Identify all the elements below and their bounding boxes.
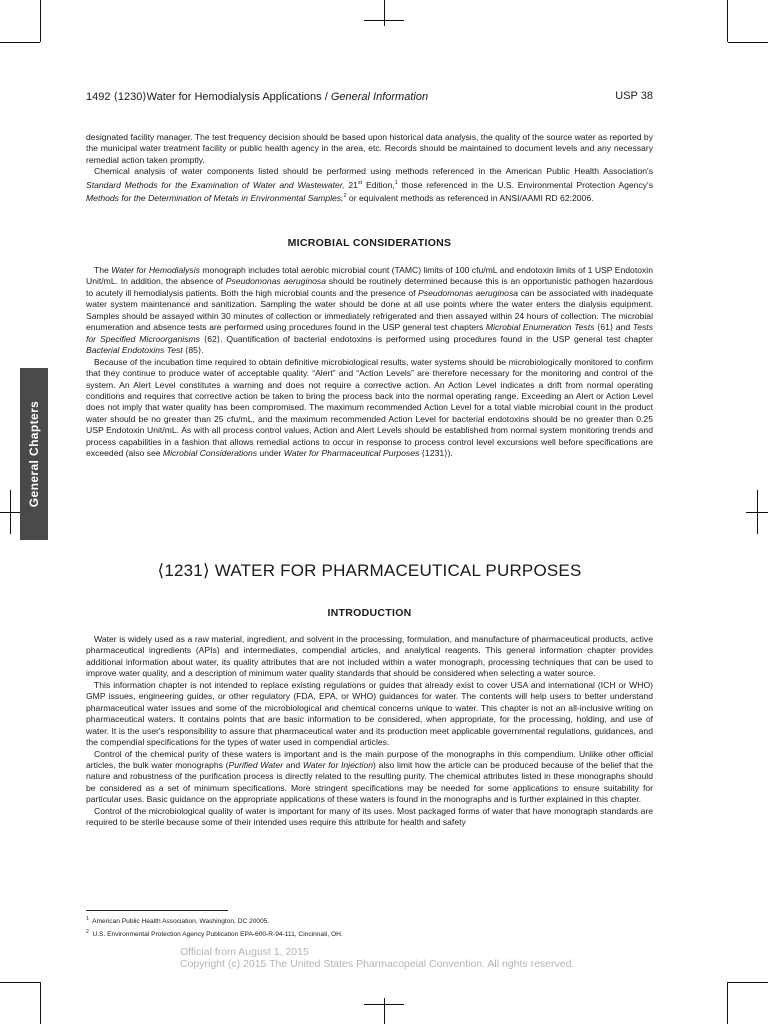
section-heading: MICROBIAL CONSIDERATIONS <box>287 237 452 249</box>
crop-mark <box>728 42 768 43</box>
footnote-rule <box>86 910 228 911</box>
footnotes <box>86 914 343 940</box>
crop-mark <box>40 0 41 42</box>
official-date: Official from August 1, 2015 <box>180 946 309 958</box>
paragraph: The Water for Hemodialysis monograph includes total aerobic microbial count (TAMC) limits of 100 cfu/mL and endotoxin limits of 1 USP Endotoxin Unit/mL. In addition, the absence of Pseudomonas aeruginosa should be routinely determined because this is an opportunistic pathogen hazardous to acutely ill hemodialysis patients. Both the high microbial counts and the presence of Pseudomonas aeruginosa can be associated with inadequate water system maintenance and sanitization. Sampling the water should be done at all use points where the water enters the dialysis equipment. Samples should be assayed within 30 minutes of collection or immediately refrigerated and then assayed within 24 hours of collection. The microbial enumeration and absence tests are performed using procedures found in the USP general test chapters Microbial Enumeration Tests ⟨61⟩ and Tests for Specified Microorganisms ⟨62⟩. Quantification of bacterial endotoxins is performed using procedures found in the USP general test chapter Bacterial Endotoxins Test ⟨85⟩. <box>86 265 653 356</box>
crop-mark <box>10 490 11 534</box>
page-number: 1492 <box>86 91 111 103</box>
footnote <box>86 914 343 927</box>
side-tab-label: General Chapters <box>27 400 41 508</box>
introduction-section <box>86 634 653 829</box>
general-chapters-tab <box>20 368 48 540</box>
header-separator: / <box>321 91 331 103</box>
book-edition: USP 38 <box>615 90 653 102</box>
crop-mark <box>364 1004 404 1005</box>
crop-mark <box>727 982 728 1024</box>
header-section: General Information <box>330 91 429 103</box>
crop-mark <box>0 512 22 513</box>
paragraph: This information chapter is not intended to replace existing regulations or guides that already exist to cover USA and international (ICH or WHO) GMP issues, engineering guides, or other regulatory (FDA, EPA, or WHO) guidances for water. The contents will help users to better understand pharmaceutical water issues and some of the microbiological and chemical concerns unique to water. This chapter is not an all-inclusive writing on pharmaceutical waters. It contains points that are basic information to be considered, when appropriate, for the processing, holding, and use of water. It is the user's responsibility to assure that pharmaceutical water and its production meet applicable governmental regulations, guidances, and the compendial specifications for the types of water used in compendial articles. <box>86 679 653 748</box>
footnote-mark: 2 <box>86 929 89 936</box>
crop-mark <box>364 20 404 21</box>
paragraph: Control of the chemical purity of these waters is important and is the main purpose of the monographs in this compendium. Unlike other official articles, the bulk water monographs (Purified Water and Water for Injection) also limit how the article can be produced because of the belief that the nature and robustness of the purification process is directly related to the resulting purity. The chemical attributes listed in these monographs should be considered as a set of minimum specifications. More stringent specifications may be needed for some applications to ensure suitability for particular uses. Basic guidance on the appropriate applications of these waters is found in the monographs and is further explained in this chapter. <box>86 748 653 805</box>
paragraph: Control of the microbiological quality of water is important for many of its uses. Most packaged forms of water that have monograph standards are required to be sterile because some of their intended uses require this attribute for health and safety <box>86 805 653 828</box>
crop-mark <box>384 0 385 26</box>
paragraph: Because of the incubation time required to obtain definitive microbiological results, water systems should be microbiologically monitored to confirm that they continue to produce water of acceptable quality. “Alert” and “Action Levels” are therefore necessary for the monitoring and control of the system. An Alert Level constitutes a warning and does not require a corrective action. An Action Level indicates a drift from normal operating conditions and requires that corrective action be taken to bring the process back into the normal operating range. Exceeding an Alert or Action Level does not imply that water quality has been compromised. The maximum recommended Action Level for a total viable microbial count in the product water should be no greater than 25 cfu/mL, and the maximum recommended Action Level for bacterial endotoxins should be no greater than 0.25 USP Endotoxin Unit/mL. As with all process control values, Action and Alert Levels should be established from normal system monitoring trends and process capabilities in a fashion that allows remedial actions to occur in response to process control level excursions well before specifications are exceeded (also see Microbial Considerations under Water for Pharmaceutical Purposes ⟨1231⟩). <box>86 356 653 459</box>
crop-mark <box>728 982 768 983</box>
chapter-ref: ⟨1230⟩ <box>113 91 147 103</box>
footnote-mark: 1 <box>86 916 89 922</box>
header-left <box>86 90 428 103</box>
chapter-title: ⟨1231⟩ WATER FOR PHARMACEUTICAL PURPOSES <box>157 561 582 580</box>
crop-mark <box>40 982 41 1024</box>
footnote-text: U.S. Environmental Protection Agency Publication EPA-600-R-94-111, Cincinnati, OH. <box>92 931 343 939</box>
official-stamp <box>180 946 574 970</box>
intro-section <box>86 132 653 204</box>
paragraph: Water is widely used as a raw material, ingredient, and solvent in the processing, formulation, and manufacture of pharmaceutical products, active pharmaceutical ingredients (APIs) and intermediates, compendial articles, and analytical reagents. This general information chapter provides additional information about water, its quality attributes that are not included within a water monograph, processing techniques that can be used to improve water quality, and a description of minimum water quality standards that should be considered when selecting a water source. <box>86 634 653 679</box>
crop-mark <box>757 490 758 534</box>
crop-mark <box>384 998 385 1024</box>
crop-mark <box>0 42 40 43</box>
chapter-title: Water for Hemodialysis Applications <box>146 91 322 103</box>
section-heading: INTRODUCTION <box>327 607 412 619</box>
footnote <box>86 927 343 940</box>
paragraph: Chemical analysis of water components listed should be performed using methods referenced in the American Public Health Association's Standard Methods for the Examination of Water and Wastewater, 21st Edition,$^1$ those referenced in the U.S. Environmental Protection Agency's Methods for the Determination of Metals in Environmental Samples,$^2$ or equivalent methods as referenced in ANSI/AAMI RD 62:2006. <box>86 166 653 203</box>
paragraph: designated facility manager. The test frequency decision should be based upon historical data analysis, the quality of the source water as reported by the municipal water treatment facility or public health agency in the area, etc. Records should be maintained to document levels and any necessary remedial action taken promptly. <box>86 132 653 165</box>
copyright: Copyright (c) 2015 The United States Pharmacopeial Convention. All rights reserved. <box>180 958 575 970</box>
footnote-text: American Public Health Association, Washington, DC 20005. <box>92 918 270 926</box>
running-header <box>86 90 653 108</box>
crop-mark <box>727 0 728 42</box>
microbial-section <box>86 265 653 460</box>
crop-mark <box>0 982 40 983</box>
